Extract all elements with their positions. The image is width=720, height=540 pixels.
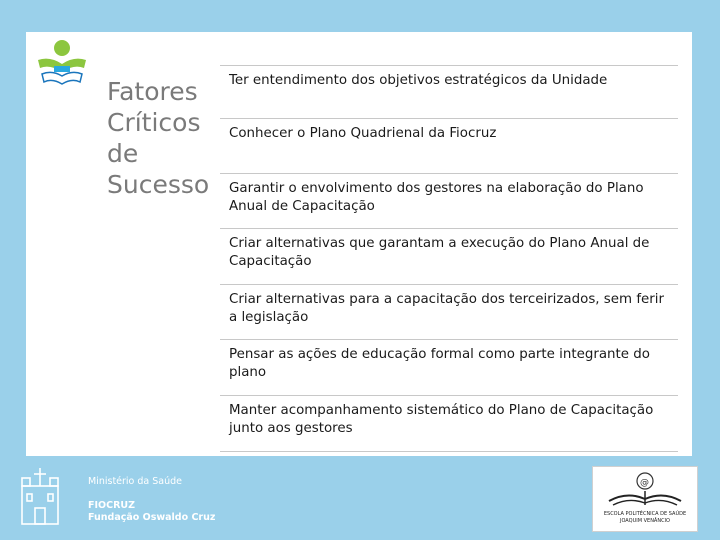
list-item-text: Manter acompanhamento sistemático do Plano de Capacitação junto aos gestores bbox=[229, 403, 654, 436]
epsjv-line-2: JOAQUIM VENÂNCIO bbox=[619, 518, 670, 524]
list-item-text: Garantir o envolvimento dos gestores na elaboração do Plano Anual de Capacitação bbox=[229, 181, 644, 214]
list-item-text: Conhecer o Plano Quadrienal da Fiocruz bbox=[229, 126, 497, 141]
ministry-text: Ministério da Saúde bbox=[88, 476, 183, 487]
title-line-2: Críticos bbox=[107, 108, 201, 137]
slide-title bbox=[107, 76, 209, 200]
list-item-text: Pensar as ações de educação formal como parte integrante do plano bbox=[229, 347, 650, 380]
foundation-text: Fundação Oswaldo Cruz bbox=[88, 512, 216, 523]
education-logo-icon bbox=[34, 38, 90, 88]
list-item-text: Ter entendimento dos objetivos estratégicos da Unidade bbox=[229, 73, 608, 88]
epsjv-book-icon bbox=[593, 467, 697, 509]
epsjv-line-1: ESCOLA POLITÉCNICA DE SAÚDE bbox=[603, 511, 687, 517]
list-item bbox=[220, 119, 678, 174]
list-item bbox=[220, 174, 678, 229]
list-item-text: Criar alternativas para a capacitação dos terceirizados, sem ferir a legislação bbox=[229, 292, 665, 325]
epsjv-logo bbox=[592, 466, 698, 532]
fiocruz-footer-logo bbox=[18, 466, 218, 528]
svg-text:@: @ bbox=[640, 478, 649, 488]
list-item-text: Criar alternativas que garantam a execução do Plano Anual de Capacitação bbox=[229, 236, 650, 269]
fiocruz-text: FIOCRUZ bbox=[88, 500, 135, 511]
title-line-3: de bbox=[107, 139, 139, 168]
list-item bbox=[220, 285, 678, 340]
list-item bbox=[220, 66, 678, 119]
list-item bbox=[220, 396, 678, 452]
fiocruz-castle-icon bbox=[18, 466, 62, 528]
title-line-4: Sucesso bbox=[107, 170, 210, 199]
list-item bbox=[220, 340, 678, 396]
success-factors-list bbox=[220, 66, 678, 452]
list-item bbox=[220, 229, 678, 285]
title-line-1: Fatores bbox=[107, 77, 198, 106]
